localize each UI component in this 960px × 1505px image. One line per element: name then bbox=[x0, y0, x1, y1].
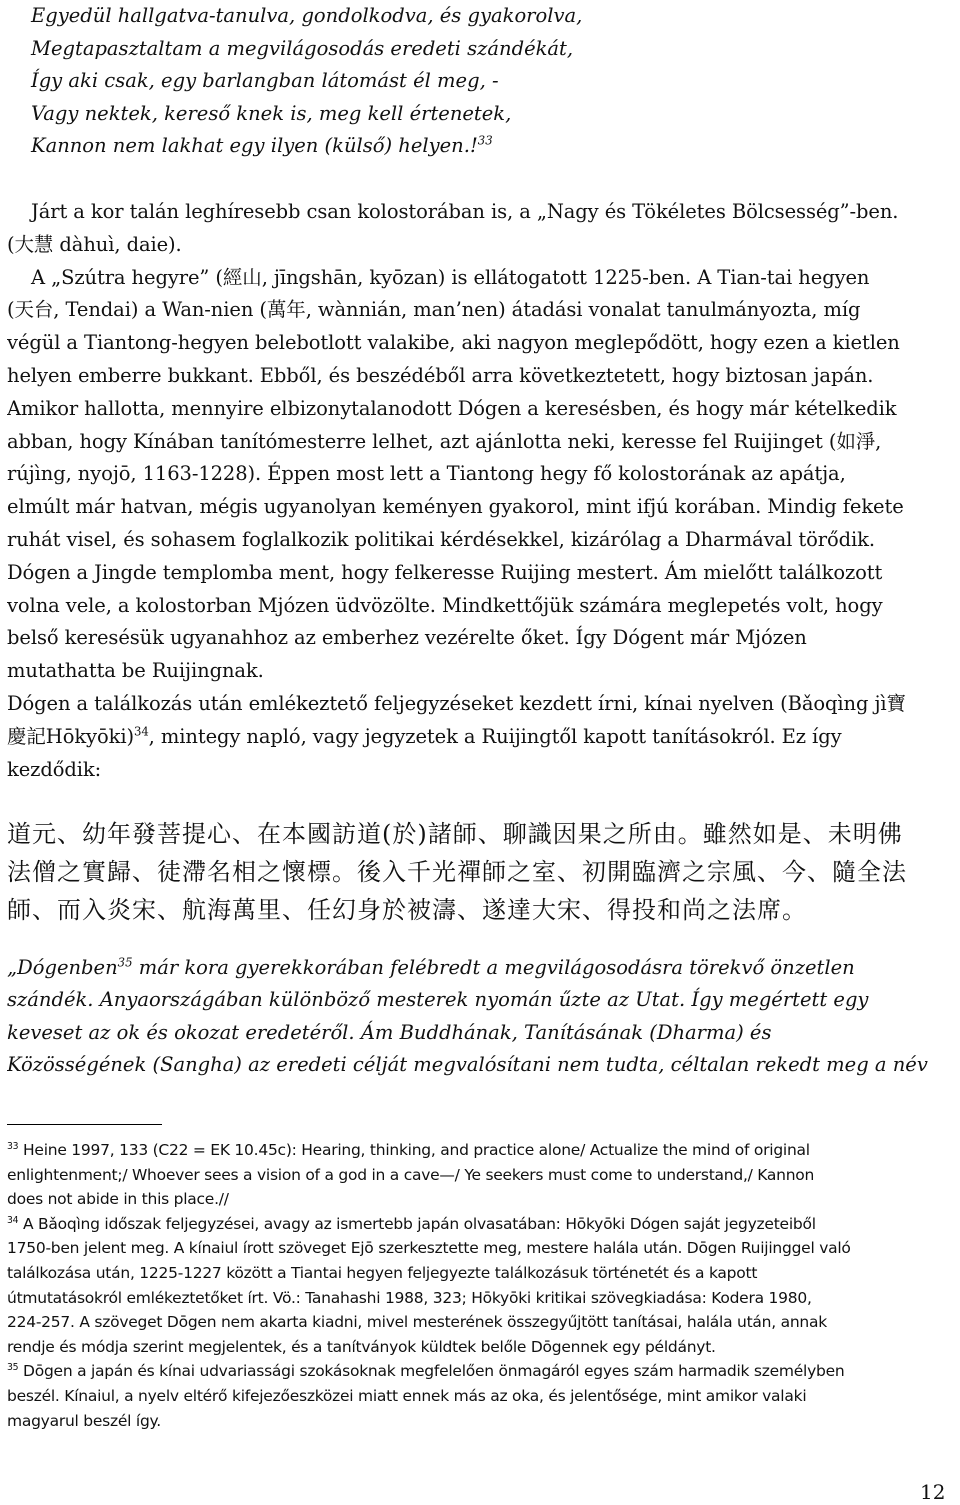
quote-line-text: „Dógenben bbox=[7, 956, 118, 979]
quote-line-text: már kora gyerekkorában felébredt a megvilágosodásra törekvő önzetlen bbox=[132, 956, 855, 979]
body-line: végül a Tiantong-hegyen belebotlott valakibe, aki nagyon meglepődött, hogy ezen a kietlen bbox=[7, 331, 900, 355]
body-line: ruhát visel, és sohasem foglalkozik politikai kérdésekkel, kizárólag a Dharmával törődik. bbox=[7, 527, 875, 551]
footnote-line: does not abide in this place.// bbox=[7, 1190, 229, 1209]
chinese-line: 法僧之實歸、徒滯名相之懷標。後入千光禪師之室、初開臨濟之宗風、今、隨全法 bbox=[7, 858, 907, 886]
body-line: (天台, Tendai) a Wan-nien (萬年, wànnián, man’nen) átadási vonalat tanulmányozta, míg bbox=[7, 298, 861, 322]
footnote-line: enlightenment;/ Whoever sees a vision of a god in a cave—/ Ye seekers must come to understand,/ Kannon bbox=[7, 1165, 815, 1184]
body-line: Amikor hallotta, mennyire elbizonytalanodott Dógen a keresésben, és hogy már kételkedik bbox=[7, 396, 897, 420]
footnote-line: 1750-ben jelent meg. A kínaiul írott szöveget Ejō szerkesztette meg, mestere halála után. Dōgen Ruijinggel való bbox=[7, 1239, 851, 1258]
poem-line: Így aki csak, egy barlangban látomást él meg, - bbox=[31, 69, 499, 93]
quote-line bbox=[7, 952, 953, 984]
footnote-line: útmutatásokról emlékeztetőket írt. Vö.: Tanahashi 1988, 323; Hōkyōki kritikai szövegkiadása: Kodera 1980, bbox=[7, 1288, 812, 1307]
quote-line: szándék. Anyaországában különböző mesterek nyomán űzte az Utat. Így megértett egy bbox=[7, 988, 869, 1012]
body-line: Dógen a találkozás után emlékeztető feljegyzéseket kezdett írni, kínai nyelven (Bǎoqìng jì寶 bbox=[7, 691, 906, 715]
footnote-33 bbox=[7, 1138, 953, 1163]
poem-line bbox=[7, 130, 953, 163]
body-line: belső keresésük ugyanahhoz az emberhez vezérelte őket. Így Dógent már Mjózen bbox=[7, 626, 807, 650]
footnote-text: Dōgen a japán és kínai udvariassági szokásoknak megfelelően önmagáról egyes szám harmadik személyben bbox=[18, 1362, 845, 1381]
body-line: A „Szútra hegyre” (經山, jīngshān, kyōzan) is ellátogatott 1225-ben. A Tian-tai hegyen bbox=[31, 265, 870, 289]
body-line: Dógen a Jingde templomba ment, hogy felkeresse Ruijing mestert. Ám mielőtt találkozott bbox=[7, 560, 883, 584]
body-line: Járt a kor talán leghíresebb csan kolostorában is, a „Nagy és Tökéletes Bölcsesség”-ben. bbox=[31, 200, 899, 223]
footnote-ref-35: 35 bbox=[117, 955, 133, 970]
translation-quote bbox=[7, 952, 953, 1082]
body-line: abban, hogy Kínában tanítómesterre lelhet, azt ajánlotta neki, keresse fel Ruijinget (如淨, bbox=[7, 429, 882, 453]
body-line: mutathatta be Ruijingnak. bbox=[7, 659, 264, 683]
quote-line: keveset az ok és okozat eredetéről. Ám Buddhának, Tanításának (Dharma) és bbox=[7, 1020, 772, 1044]
body-text bbox=[7, 196, 953, 786]
footnote-separator bbox=[7, 1124, 162, 1125]
footnote-text: Heine 1997, 133 (C22 = EK 10.45c): Hearing, thinking, and practice alone/ Actualize the mind of original bbox=[18, 1141, 810, 1159]
poem-block bbox=[7, 0, 953, 163]
body-line: rújìng, nyojō, 1163-1228). Éppen most lett a Tiantong hegy fő kolostorának az apátja, bbox=[7, 462, 846, 486]
chinese-line: 道元、幼年發菩提心、在本國訪道(於)諸師、聊識因果之所由。雖然如是、未明佛 bbox=[7, 820, 903, 848]
footnote-line: 224-257. A szöveget Dōgen nem akarta kiadni, mivel mesterének összegyűjtött tanításai, halála után, annak bbox=[7, 1313, 827, 1332]
chinese-line: 師、而入炎宋、航海萬里、任幻身於被濤、遂達大宋、得投和尚之法席。 bbox=[7, 896, 807, 924]
footnote-35 bbox=[7, 1359, 953, 1384]
footnotes bbox=[7, 1138, 953, 1433]
footnote-ref-34: 34 bbox=[133, 724, 149, 739]
footnote-number: 35 bbox=[7, 1362, 19, 1374]
footnote-34 bbox=[7, 1212, 953, 1237]
footnote-number: 33 bbox=[7, 1140, 19, 1152]
body-line-text: 慶記Hōkyōki) bbox=[7, 724, 134, 748]
body-line: volna vele, a kolostorban Mjózen üdvözölte. Mindkettőjük számára meglepetés volt, hogy bbox=[7, 593, 883, 617]
body-line: (大慧 dàhuì, daie). bbox=[7, 232, 182, 256]
footnote-line: magyarul beszél így. bbox=[7, 1411, 161, 1430]
footnote-line: rendje és módja szerint megjelentek, és a tanítványok küldtek belőle Dōgennek egy példányt. bbox=[7, 1337, 716, 1356]
footnote-number: 34 bbox=[7, 1214, 19, 1226]
footnote-line: beszél. Kínaiul, a nyelv eltérő kifejezőeszközei miatt ennek más az oka, és jelentősége, mint amikor valaki bbox=[7, 1386, 807, 1405]
page-number: 12 bbox=[920, 1480, 946, 1504]
body-line: elmúlt már hatvan, mégis ugyanolyan keményen gyakorol, mint ifjú korában. Mindig fekete bbox=[7, 495, 904, 519]
footnote-ref-33: 33 bbox=[477, 133, 493, 148]
poem-line: Egyedül hallgatva-tanulva, gondolkodva, és gyakorolva, bbox=[31, 4, 583, 27]
body-line bbox=[7, 721, 953, 754]
quote-line: Közösségének (Sangha) az eredeti célját megvalósítani nem tudta, céltalan rekedt meg a név bbox=[7, 1053, 928, 1077]
poem-line: Megtapasztaltam a megvilágosodás eredeti szándékát, bbox=[31, 36, 574, 60]
body-line: helyen emberre bukkant. Ebből, és beszédéből arra következtetett, hogy biztosan japán. bbox=[7, 363, 874, 387]
poem-line: Vagy nektek, kereső knek is, meg kell értenetek, bbox=[31, 101, 512, 125]
body-line-text: , mintegy napló, vagy jegyzetek a Ruijingtől kapott tanításokról. Ez így bbox=[148, 724, 842, 748]
chinese-quotation bbox=[7, 815, 953, 929]
poem-line-text: Kannon nem lakhat egy ilyen (külső) helyen.! bbox=[31, 134, 478, 158]
body-line: kezdődik: bbox=[7, 757, 102, 781]
footnote-text: A Bǎoqìng időszak feljegyzései, avagy az ismertebb japán olvasatában: Hōkyōki Dógen saját jegyzeteiből bbox=[18, 1214, 816, 1233]
footnote-line: találkozása után, 1225-1227 között a Tiantai hegyen feljegyezte találkozásuk történetét és a kapott bbox=[7, 1263, 758, 1282]
